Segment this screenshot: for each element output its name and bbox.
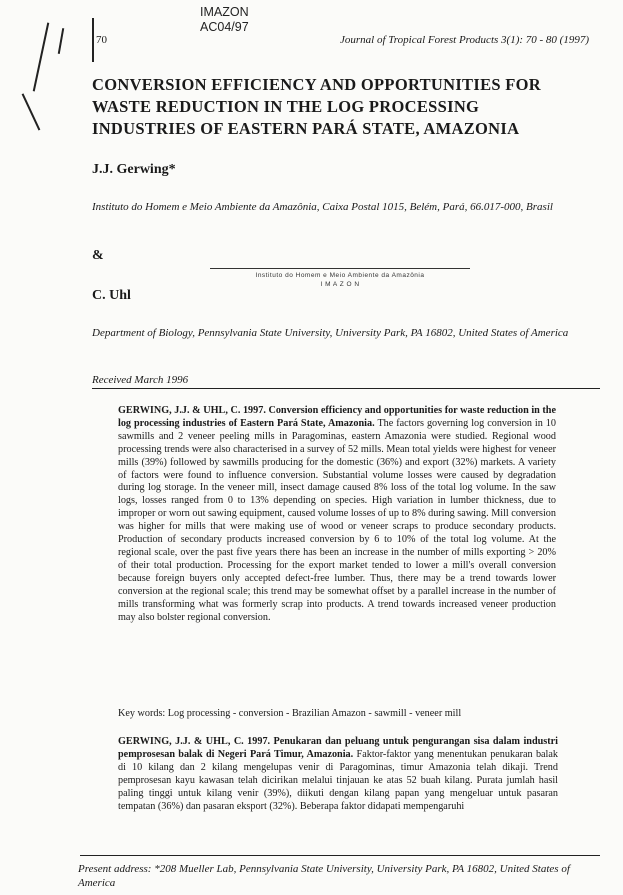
author-affiliation: Instituto do Homem e Meio Ambiente da Amazônia, Caixa Postal 1015, Belém, Pará, 66.017-000, Brasil (92, 201, 553, 213)
abstract-lead: GERWING, J.J. & UHL, C. 1997. Penukaran dan peluang untuk pengurangan sisa dalam industri pemprosesan balak di Negeri Pará Timur, Amazonia. (118, 736, 558, 760)
author-separator: & (92, 248, 104, 263)
margin-pen-mark (22, 94, 40, 131)
paper-title (92, 74, 612, 140)
abstract-body: The factors governing log conversion in 10 sawmills and 2 veneer peeling mills in Paragominas, eastern Amazonia were studied. Regional wood processing trends were also characterised in a survey of 52 mills. Mean total yields were highest for veneer mills (39%) followed by sawmills producing for the domestic (36%) and export (32%) markets. A variety of factors were found to influence conversion. Substantial volume losses were caused by degradation during log storage. In the veneer mill, insect damage caused 8% loss of the total log volume. In the saw logs, losses ranged from 0 to 13% depending on species. High variation in lumber thickness, due to improper or worn out sawing equipment, caused volume losses of up to 8% during sawing. Mill conversion was higher for mills that were making use of wood or veneer scraps to produce secondary products. Production of secondary products increased conversion by 6 to 10% of the total log volume. At the regional scale, over the past five years there has been an increase in the number of mills exporting > 20% of their total production. Processing for the export market tended to lower a mill's overall conversion because foreign buyers only accepted defect-free lumber. Thus, there may be a trend towards lower conversion at the regional scale; this trend may be somewhat offset by a parallel increase in the number of mills transforming what was formerly scrap into products. A trend towards increased veneer production may also bolster regional conversion. (118, 417, 556, 623)
divider (80, 855, 600, 856)
footnote-label: Present address: (78, 863, 152, 875)
title-line: CONVERSION EFFICIENCY AND OPPORTUNITIES FOR (92, 75, 542, 94)
footnote (78, 862, 598, 890)
archive-stamp (200, 5, 249, 35)
library-stamp (210, 268, 470, 289)
footnote-text: *208 Mueller Lab, Pennsylvania State University, University Park, PA 16802, United States of America (78, 863, 570, 889)
archive-stamp-line1: IMAZON (200, 5, 249, 19)
margin-pen-mark (92, 18, 94, 62)
abstract-malay (118, 736, 558, 813)
keywords: Key words: Log processing - conversion - Brazilian Amazon - sawmill - veneer mill (118, 708, 462, 719)
abstract-english (118, 405, 556, 624)
author-affiliation: Department of Biology, Pennsylvania State University, University Park, PA 16802, United States of America (92, 327, 569, 339)
margin-pen-mark (58, 28, 64, 54)
title-line: INDUSTRIES OF EASTERN PARÁ STATE, AMAZONIA (92, 119, 520, 138)
abstract-body: Faktor-faktor yang menentukan penukaran balak di 10 kilang dan 2 kilang mengelupas venir di Paragominas, timur Amazonia telah dikaji. Trend pemprosesan kayu kawasan telah dicirikan melalui tinjauan ke atas 52 buah kilang. Purata jumlah hasil paling tinggi untuk kilang venir (39%), diikuti dengan kilang papan yang mengeluar untuk pasaran tempatan (36%) dan pasaran eksport (32%). Beberapa faktor didapati mempengaruhi (118, 748, 558, 812)
divider (92, 388, 600, 389)
title-line: WASTE REDUCTION IN THE LOG PROCESSING (92, 97, 480, 116)
page-number: 70 (96, 34, 107, 46)
archive-stamp-line2: AC04/97 (200, 20, 249, 34)
journal-citation: Journal of Tropical Forest Products 3(1): 70 - 80 (1997) (340, 34, 590, 46)
margin-pen-mark (33, 23, 50, 92)
received-date: Received March 1996 (92, 374, 189, 386)
abstract-lead: GERWING, J.J. & UHL, C. 1997. Conversion efficiency and opportunities for waste reduction in the log processing industries of Eastern Pará State, Amazonia. (118, 405, 556, 429)
author-name: J.J. Gerwing* (92, 162, 176, 177)
author-name: C. Uhl (92, 288, 131, 303)
library-stamp-line2: I M A Z O N (320, 281, 360, 288)
library-stamp-line1: Instituto do Homem e Meio Ambiente da Amazônia (255, 272, 425, 279)
